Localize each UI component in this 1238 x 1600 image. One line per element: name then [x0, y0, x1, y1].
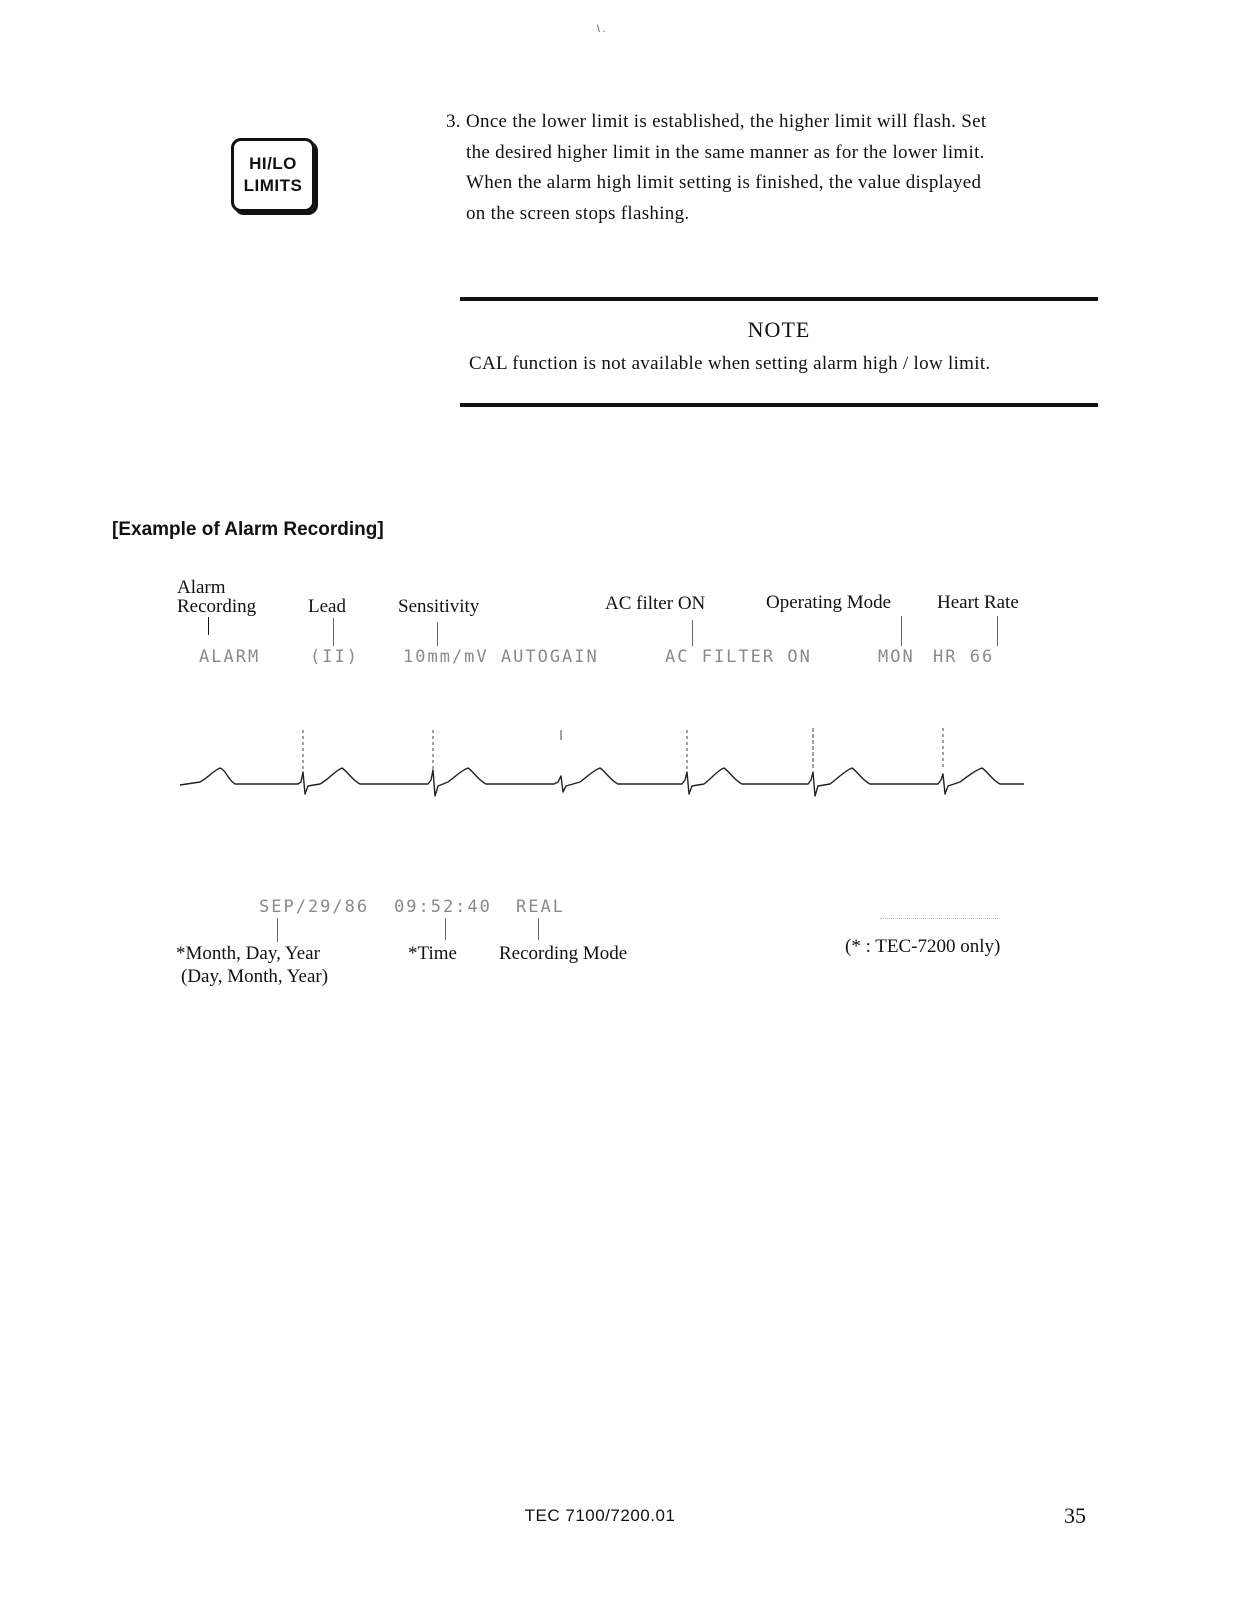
- label-lead: Lead: [308, 596, 346, 617]
- printout-alarm: ALARM: [199, 647, 261, 667]
- label-recording: Recording: [177, 596, 257, 617]
- label-recording-mode: Recording Mode: [499, 943, 628, 964]
- leader-line: [997, 616, 998, 646]
- leader-line: [901, 616, 902, 646]
- printout-mode: MON: [878, 647, 915, 667]
- printout-sensitivity: 10mm/mV AUTOGAIN: [403, 647, 599, 667]
- label-month-day-year: *Month, Day, Year: [176, 943, 320, 964]
- note-top-rule: [460, 297, 1098, 301]
- ecg-waveform: [170, 720, 1040, 810]
- label-alarm: Alarm: [177, 577, 226, 598]
- page-mark: \ .: [597, 24, 606, 35]
- page-number: 35: [1064, 1503, 1086, 1528]
- leader-line: [333, 618, 334, 646]
- step-3: [446, 107, 1106, 229]
- footer-doc-id: TEC 7100/7200.01: [524, 1506, 676, 1525]
- label-ac-filter: AC filter ON: [605, 593, 706, 614]
- note-title: NOTE: [747, 317, 811, 342]
- printout-recording-mode: REAL: [516, 897, 565, 917]
- printout-hr: HR 66: [933, 647, 995, 667]
- leader-line: [277, 918, 278, 942]
- leader-line: [208, 617, 209, 635]
- hi-lo-limits-key-icon: [231, 138, 315, 212]
- step-line: When the alarm high limit setting is finished, the value displayed: [466, 172, 982, 193]
- leader-line: [538, 918, 539, 940]
- key-label-line1: HI/LO: [249, 154, 297, 173]
- step-line: the desired higher limit in the same manner as for the lower limit.: [466, 141, 985, 163]
- printout-lead: (II): [310, 647, 359, 667]
- label-sensitivity: Sensitivity: [398, 596, 480, 617]
- example-heading: [Example of Alarm Recording]: [112, 519, 384, 540]
- leader-line: [445, 918, 446, 940]
- leader-line: [437, 622, 438, 646]
- step-line: Once the lower limit is established, the higher limit will flash. Set: [466, 111, 987, 132]
- printout-time: 09:52:40: [394, 897, 492, 917]
- label-time: *Time: [408, 943, 457, 964]
- leader-line: [692, 620, 693, 646]
- printout-ac-filter: AC FILTER ON: [665, 647, 812, 667]
- key-label-line2: LIMITS: [243, 176, 303, 195]
- step-line: on the screen stops flashing.: [466, 202, 690, 224]
- label-heart-rate: Heart Rate: [937, 592, 1019, 613]
- note-text: CAL function is not available when setting alarm high / low limit.: [469, 353, 991, 374]
- divider: [880, 918, 1000, 919]
- footnote-tec-7200: (* : TEC-7200 only): [845, 936, 1001, 957]
- label-day-month-year: (Day, Month, Year): [181, 966, 329, 987]
- label-operating-mode: Operating Mode: [766, 592, 892, 613]
- step-number: 3.: [446, 111, 461, 132]
- printout-date: SEP/29/86: [259, 897, 370, 917]
- note-bottom-rule: [460, 403, 1098, 407]
